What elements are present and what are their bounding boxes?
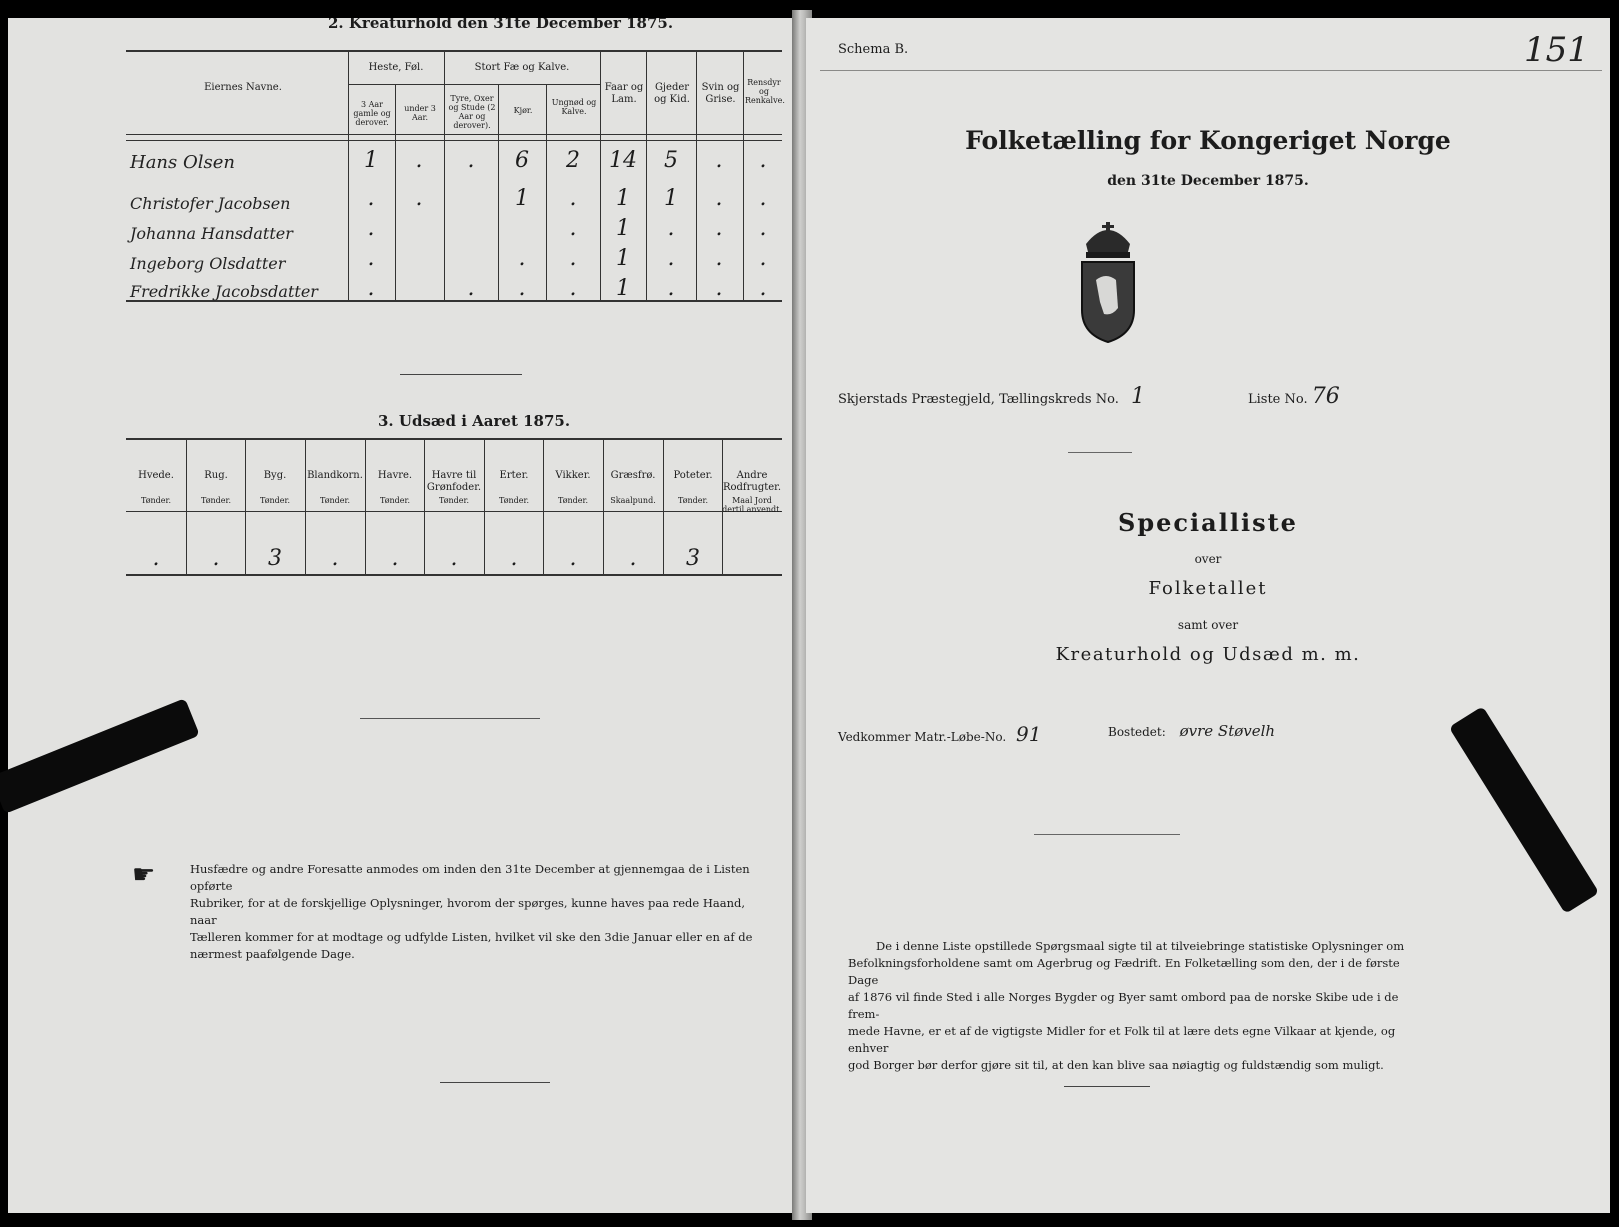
owner-cell: . (367, 246, 375, 271)
owner-cell: 1 (616, 246, 630, 271)
folketallet-heading: Folketallet (1148, 578, 1268, 599)
kreds-value: 1 (1130, 384, 1145, 409)
para-line-5: god Borger bør derfor gjøre sit til, at den kan blive saa nøiagtig og fuldstændig som muligt. (848, 1058, 1384, 1072)
crop-value: . (331, 546, 339, 571)
crop-value: . (569, 546, 577, 571)
pointing-hand-icon: ☛ (132, 860, 156, 890)
owner-cell: . (715, 148, 723, 173)
crop-name: Havre. (377, 470, 413, 481)
owner-name-1: Hans Olsen (130, 152, 235, 173)
owner-cell: . (569, 276, 577, 301)
owner-cell: 14 (609, 148, 637, 173)
crop-unit: Maal Jord dertil anvendt. (722, 496, 782, 514)
main-title: Folketælling for Kongeriget Norge (965, 126, 1451, 155)
crop-value: . (510, 546, 518, 571)
specialliste-heading: Specialliste (1118, 508, 1298, 537)
crop-unit: Tønder. (557, 496, 589, 505)
crop-value: . (629, 546, 637, 571)
owner-cell: 2 (566, 148, 580, 173)
header-gjeder: Gjeder og Kid. (654, 82, 690, 105)
owner-cell: 1 (616, 276, 630, 301)
crop-value: . (212, 546, 220, 571)
owner-cell: . (569, 186, 577, 211)
crop-name: Hvede. (138, 470, 174, 481)
section-2-title: 2. Kreaturhold den 31te December 1875. (328, 18, 674, 32)
right-page (806, 18, 1610, 1213)
header-ungnod: Ungnød og Kalve. (551, 98, 597, 116)
owner-cell: . (759, 276, 767, 301)
owner-cell: 1 (616, 186, 630, 211)
para-line-1: De i denne Liste opstillede Spørgsmaal sigte til at tilveiebringe statistiske Oplysninger om (876, 939, 1405, 953)
owner-cell: . (569, 216, 577, 241)
owner-cell: 1 (664, 186, 678, 211)
notice-line-2: Rubriker, for at de forskjellige Oplysninger, hvorom der spørges, kunne haves paa rede Haand, naar (190, 896, 746, 927)
owner-cell: . (569, 246, 577, 271)
owner-cell: . (518, 246, 526, 271)
matr-label: Vedkommer Matr.-Løbe-No. (838, 730, 1007, 744)
owner-cell: . (415, 148, 423, 173)
schema-label: Schema B. (838, 42, 909, 57)
bosted-line (1108, 722, 1275, 740)
prestegjeld-name: Skjerstads (838, 392, 908, 407)
owner-cell: . (715, 246, 723, 271)
prestegjeld-label: Præstegjeld, (911, 392, 995, 407)
prestegjeld-line (838, 384, 1145, 409)
crop-unit: Tønder. (259, 496, 291, 505)
owner-cell: . (715, 186, 723, 211)
header-heste-under-3: under 3 Aar. (404, 104, 436, 122)
crop-name: Havre til Grønfoder. (426, 470, 482, 493)
header-eiernes-navne: Eiernes Navne. (204, 82, 282, 93)
left-page (8, 18, 798, 1213)
header-rensdyr: Rensdyr og Renkalve. (745, 78, 785, 105)
liste-line (1248, 384, 1340, 409)
owner-cell: . (759, 246, 767, 271)
crop-name: Vikker. (555, 470, 591, 481)
crop-value: . (152, 546, 160, 571)
para-line-4: mede Havne, er et af de vigtigste Midler for et Folk til at lære dets egne Vilkaar at kjende, og enhver (848, 1024, 1396, 1055)
header-heste: Heste, Føl. (368, 62, 424, 73)
header-stort-fae: Stort Fæ og Kalve. (474, 62, 570, 73)
matr-line (838, 722, 1041, 746)
bosted-value: øvre Støvelh (1179, 722, 1276, 740)
owner-cell: . (715, 276, 723, 301)
para-line-2: Befolkningsforholdene samt om Agerbrug og Fædrift. En Folketælling som den, der i de første Dage (848, 956, 1400, 987)
crop-value: . (450, 546, 458, 571)
over-text: over (1194, 552, 1222, 566)
crop-value: 3 (268, 546, 282, 571)
notice-text (190, 861, 765, 963)
owner-name-3: Johanna Hansdatter (130, 224, 293, 243)
crop-name: Andre Rodfrugter. (722, 470, 782, 493)
crop-unit: Tønder. (140, 496, 172, 505)
crop-name: Græsfrø. (610, 470, 656, 481)
owner-cell: 5 (664, 148, 678, 173)
liste-label: Liste No. (1248, 392, 1308, 407)
intro-paragraph (848, 938, 1416, 1074)
crop-value: 3 (686, 546, 700, 571)
liste-value: 76 (1311, 384, 1340, 409)
coat-of-arms-icon (1072, 222, 1144, 344)
header-kjor: Kjør. (513, 106, 533, 115)
owner-cell: 1 (515, 186, 529, 211)
owner-cell: . (415, 186, 423, 211)
crop-unit: Tønder. (319, 496, 351, 505)
owner-cell: 1 (364, 148, 378, 173)
page-number: 151 (1524, 30, 1589, 70)
crop-name: Byg. (263, 470, 287, 481)
crop-name: Erter. (499, 470, 529, 481)
crop-name: Blandkorn. (307, 470, 363, 481)
crop-unit: Tønder. (200, 496, 232, 505)
owner-name-5: Fredrikke Jacobsdatter (130, 282, 318, 301)
owner-cell: . (759, 216, 767, 241)
owner-cell: . (367, 186, 375, 211)
crop-unit: Tønder. (498, 496, 530, 505)
crop-value: . (391, 546, 399, 571)
owner-name-4: Ingeborg Olsdatter (130, 254, 286, 273)
kreds-label: Tællingskreds No. (999, 392, 1119, 407)
owner-name-2: Christofer Jacobsen (130, 194, 291, 213)
notice-line-1: Husfædre og andre Foresatte anmodes om inden den 31te December at gjennemgaa de i Listen opførte (190, 862, 750, 893)
owner-cell: . (518, 276, 526, 301)
header-heste-3-aar: 3 Aar gamle og derover. (353, 100, 391, 127)
owner-cell: . (715, 216, 723, 241)
header-tyre: Tyre, Oxer og Stude (2 Aar og derover). (448, 94, 496, 130)
crop-name: Poteter. (673, 470, 713, 481)
crop-unit: Tønder. (677, 496, 709, 505)
owner-cell: . (367, 276, 375, 301)
crop-unit: Skaalpund. (610, 496, 656, 505)
owner-cell: 1 (616, 216, 630, 241)
kreaturhold-heading: Kreaturhold og Udsæd m. m. (1055, 644, 1361, 665)
owner-cell: . (467, 276, 475, 301)
census-date: den 31te December 1875. (1107, 173, 1309, 189)
para-line-3: af 1876 vil finde Sted i alle Norges Bygder og Byer samt ombord paa de norske Skibe ude i de frem- (848, 990, 1399, 1021)
notice-line-4: nærmest paafølgende Dage. (190, 947, 355, 961)
matr-value: 91 (1016, 722, 1042, 746)
crop-unit: Tønder. (438, 496, 470, 505)
crop-name: Rug. (204, 470, 228, 481)
crop-unit: Tønder. (379, 496, 411, 505)
owner-cell: . (367, 216, 375, 241)
samt-over-text: samt over (1177, 618, 1239, 632)
header-svin: Svin og Grise. (701, 82, 740, 105)
owner-cell: 6 (515, 148, 529, 173)
owner-cell: . (667, 246, 675, 271)
header-faar: Faar og Lam. (604, 82, 644, 105)
bosted-label: Bostedet: (1108, 725, 1166, 739)
notice-line-3: Tælleren kommer for at modtage og udfylde Listen, hvilket vil ske den 3die Januar eller en af de (190, 930, 753, 944)
section-3-title: 3. Udsæd i Aaret 1875. (378, 412, 571, 430)
owner-cell: . (467, 148, 475, 173)
owner-cell: . (759, 186, 767, 211)
owner-cell: . (667, 216, 675, 241)
owner-cell: . (759, 148, 767, 173)
owner-cell: . (667, 276, 675, 301)
